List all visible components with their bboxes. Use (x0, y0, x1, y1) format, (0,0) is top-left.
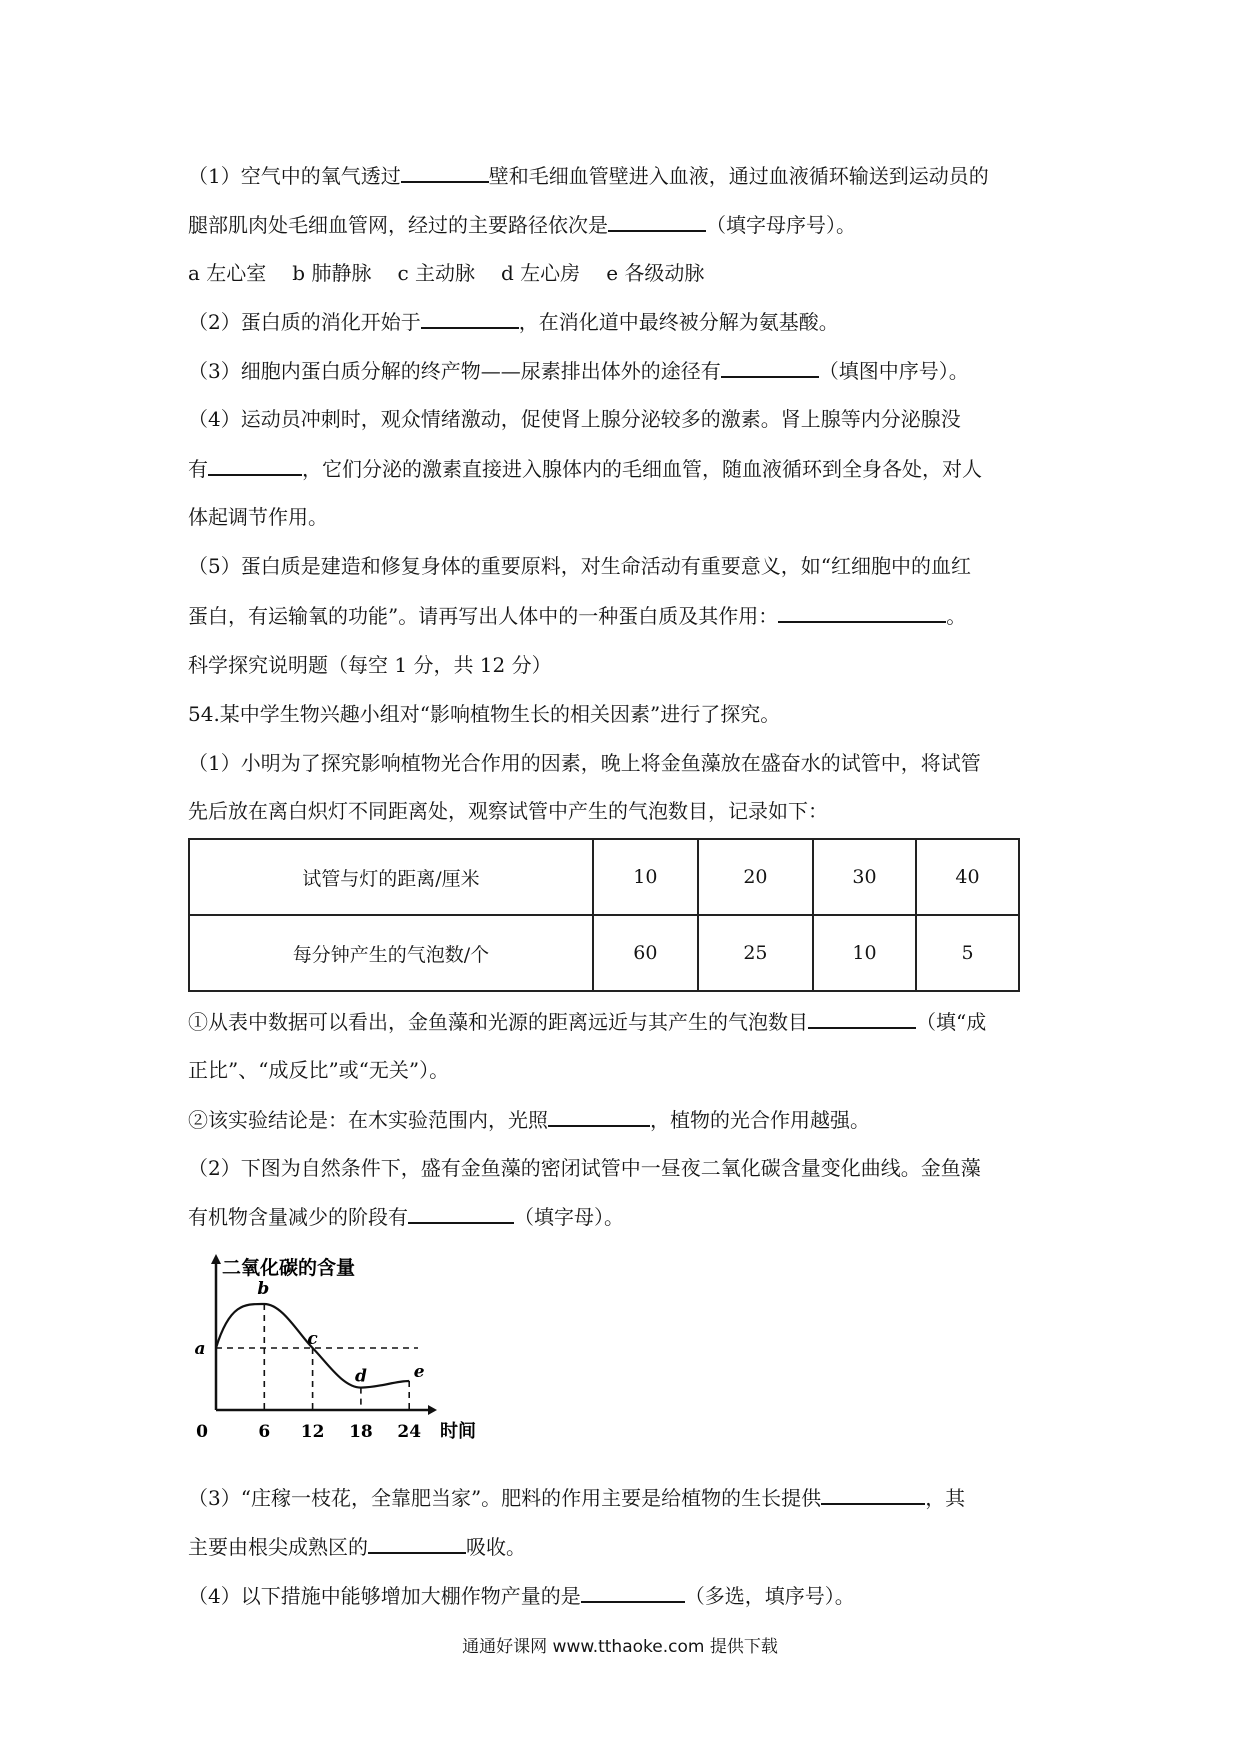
answer-blank[interactable] (778, 602, 946, 623)
q53-p5-text-b: 蛋白，有运输氧的功能”。请再写出人体中的一种蛋白质及其作用： (188, 604, 779, 628)
point-label: c (307, 1329, 318, 1349)
q53-p2 (188, 308, 839, 335)
table-cell: 5 (916, 915, 1019, 991)
table-cell: 60 (593, 915, 698, 991)
q53-p4-text-a: （4）运动员冲刺时，观众情绪激动，促使肾上腺分泌较多的激素。肾上腺等内分泌腺没 (188, 407, 961, 431)
point-label: e (413, 1362, 425, 1382)
q53-p4-line2 (188, 455, 982, 482)
answer-blank[interactable] (421, 308, 519, 329)
data-table (188, 838, 1020, 992)
q53-p5-line1 (188, 553, 971, 579)
q54-p3-text-b: ，其 (925, 1486, 966, 1510)
table-cell: 25 (698, 915, 813, 991)
q53-p1-line2 (188, 211, 856, 238)
section-title: 科学探究说明题（每空 1 分，共 12 分） (188, 653, 552, 677)
q54-p3-line2 (188, 1533, 526, 1560)
y-axis-arrow (211, 1254, 221, 1264)
page-footer: 通通好课网 www.tthaoke.com 提供下载 (462, 1637, 778, 1657)
x-tick-label: 0 (196, 1422, 208, 1442)
table-header-distance: 试管与灯的距离/厘米 (189, 839, 593, 915)
answer-blank[interactable] (821, 1484, 925, 1505)
table-cell: 30 (813, 839, 916, 915)
q53-p1-text-b: 壁和毛细血管壁进入血液，通过血液循环输送到运动员的 (488, 164, 989, 188)
q53-p3 (188, 357, 969, 384)
q53-p4-text-d: 体起调节作用。 (188, 505, 328, 529)
q54-s1-line2 (188, 1057, 449, 1083)
answer-blank[interactable] (608, 211, 706, 232)
q54-p1-text-a: （1）小明为了探究影响植物光合作用的因素，晚上将金鱼藻放在盛奋水的试管中，将试管 (188, 751, 981, 775)
q53-p1-text-c: 腿部肌肉处毛细血管网，经过的主要路径依次是 (188, 213, 608, 237)
q54-s1-line1 (188, 1008, 986, 1035)
q54-s1-text-c: 正比”、“成反比”或“无关”）。 (188, 1058, 450, 1082)
co2-curve-chart (190, 1252, 530, 1452)
q54-s1-text-a: ①从表中数据可以看出，金鱼藻和光源的距离远近与其产生的气泡数目 (188, 1010, 808, 1034)
q54-p2-line2 (188, 1203, 624, 1230)
q53-p1-text-a: （1）空气中的氧气透过 (188, 164, 401, 188)
answer-blank[interactable] (408, 1203, 514, 1224)
answer-blank[interactable] (548, 1106, 650, 1127)
q54-p4-text-a: （4）以下措施中能够增加大棚作物产量的是 (188, 1584, 581, 1608)
answer-blank[interactable] (808, 1008, 916, 1029)
answer-blank[interactable] (401, 162, 489, 183)
q54-stem: 54.某中学生物兴趣小组对“影响植物生长的相关因素”进行了探究。 (188, 702, 781, 726)
q54-p2-line1 (188, 1155, 981, 1181)
q53-p5-text-a: （5）蛋白质是建造和修复身体的重要原料，对生命活动有重要意义，如“红细胞中的血红 (188, 554, 971, 578)
x-tick-label: 12 (300, 1422, 325, 1442)
x-tick-label: 24 (397, 1422, 422, 1442)
x-axis-title: 时间 (440, 1421, 476, 1442)
x-tick-label: 18 (349, 1422, 373, 1442)
table-cell: 40 (916, 839, 1019, 915)
point-label: b (257, 1279, 270, 1299)
point-label: a (194, 1339, 206, 1359)
answer-blank[interactable] (368, 1533, 466, 1554)
q54-p1-text-b: 先后放在离白炽灯不同距离处，观察试管中产生的气泡数目，记录如下： (188, 799, 828, 823)
table-cell: 10 (593, 839, 698, 915)
q53-p2-text-b: ，在消化道中最终被分解为氨基酸。 (518, 310, 839, 334)
q54-s2-text-a: ②该实验结论是：在木实验范围内，光照 (188, 1108, 548, 1132)
q54-s1-text-b: （填“成 (916, 1010, 987, 1034)
q54-p1-line1 (188, 750, 981, 776)
table-row (189, 915, 1019, 991)
table-cell: 10 (813, 915, 916, 991)
q54-p2-text-b: 有机物含量减少的阶段有 (188, 1205, 408, 1229)
q53-p1-line1 (188, 162, 989, 189)
q53-p5-text-c: 。 (946, 604, 967, 628)
answer-blank[interactable] (208, 455, 302, 476)
option-e: e 各级动脉 (606, 261, 705, 285)
q53-p3-text-a: （3）细胞内蛋白质分解的终产物——尿素排出体外的途径有 (188, 359, 721, 383)
q54-p2-text-c: （填字母）。 (514, 1205, 624, 1229)
point-label: d (354, 1366, 367, 1387)
q53-p4-text-c: ，它们分泌的激素直接进入腺体内的毛细血管，随血液循环到全身各处，对人 (302, 457, 982, 481)
q53-p1-text-d: （填字母序号）。 (706, 213, 856, 237)
table-header-bubbles: 每分钟产生的气泡数/个 (189, 915, 593, 991)
q53-p2-text-a: （2）蛋白质的消化开始于 (188, 310, 421, 334)
q53-p4-line3 (188, 504, 328, 530)
option-b: b 肺静脉 (292, 261, 372, 285)
q54-p3-text-a: （3）“庄稼一枝花，全靠肥当家”。肥料的作用主要是给植物的生长提供 (188, 1486, 822, 1510)
table-cell: 20 (698, 839, 813, 915)
table-row (189, 839, 1019, 915)
q54-p1-line2 (188, 798, 828, 824)
q54-p3-text-c: 主要由根尖成熟区的 (188, 1535, 368, 1559)
answer-blank[interactable] (581, 1582, 685, 1603)
q53-p4-text-b: 有 (188, 457, 208, 481)
q54-s2 (188, 1106, 870, 1133)
q54-p4-text-b: （多选，填序号）。 (684, 1584, 855, 1608)
q53-options (188, 260, 704, 286)
answer-blank[interactable] (721, 357, 819, 378)
x-tick-label: 6 (258, 1422, 271, 1442)
q53-p3-text-b: （填图中序号）。 (818, 359, 969, 383)
q54-p3-line1 (188, 1484, 965, 1511)
option-a: a 左心室 (188, 261, 267, 285)
q54-s2-text-b: ，植物的光合作用越强。 (650, 1108, 870, 1132)
x-axis-arrow (428, 1405, 437, 1415)
q53-p5-line2 (188, 602, 966, 629)
option-d: d 左心房 (501, 261, 581, 285)
q53-p4-line1 (188, 406, 961, 432)
q54-p4 (188, 1582, 855, 1609)
option-c: c 主动脉 (397, 261, 476, 285)
q54-p3-text-d: 吸收。 (466, 1535, 526, 1559)
q54-p2-text-a: （2）下图为自然条件下，盛有金鱼藻的密闭试管中一昼夜二氧化碳含量变化曲线。金鱼藻 (188, 1156, 981, 1180)
y-axis-title: 二氧化碳的含量 (222, 1257, 356, 1279)
